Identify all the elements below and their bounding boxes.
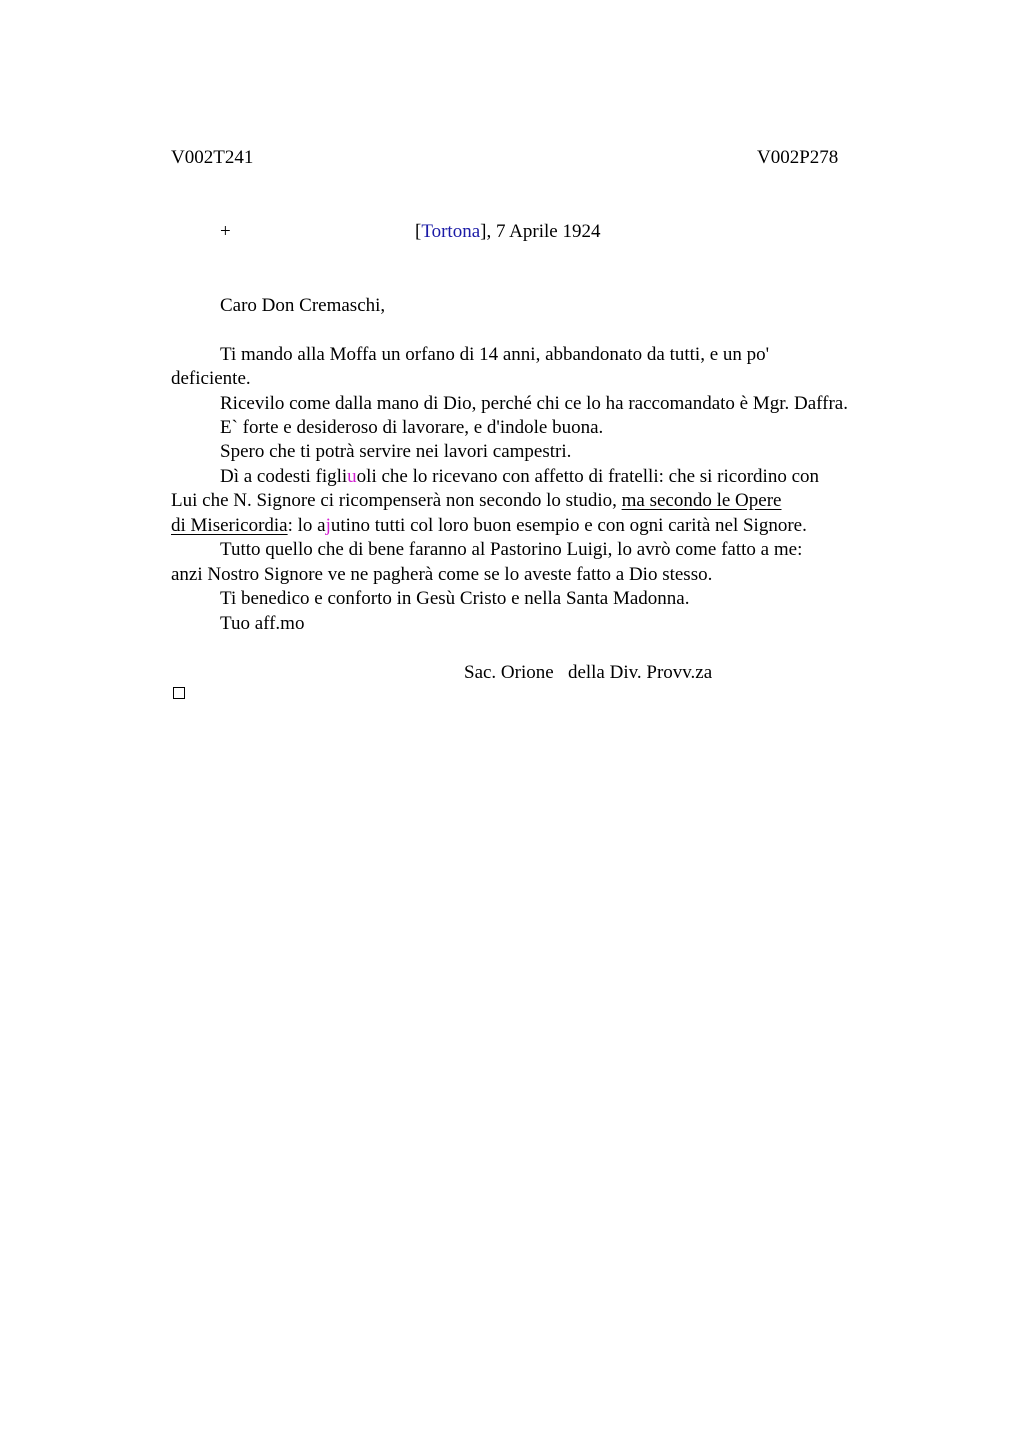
salutation: Caro Don Cremaschi, [220, 295, 386, 316]
bracket-open: [ [415, 221, 422, 242]
body-line: deficiente. [171, 368, 251, 389]
checkbox-square-icon [173, 687, 185, 699]
body-line: E` forte e desideroso di lavorare, e d'indole buona. [220, 417, 604, 438]
text-run: Lui che N. Signore ci ricompenserà non secondo lo studio, [171, 490, 622, 511]
date-text: , 7 Aprile 1924 [486, 221, 601, 242]
body-line: Ti mando alla Moffa un orfano di 14 anni, abbandonato da tutti, e un po' [220, 344, 770, 365]
text-run: utino tutti col loro buon esempio e con ogni carità nel Signore. [330, 515, 807, 536]
closing: Tuo aff.mo [220, 613, 305, 634]
signature: Sac. Orione della Div. Provv.za [464, 662, 713, 683]
text-run: Dì a codesti figli [220, 466, 348, 487]
body-line: Spero che ti potrà servire nei lavori campestri. [220, 441, 572, 462]
dateline [415, 220, 600, 244]
underlined-text: ma secondo le Opere [621, 490, 782, 511]
correction-mark: u [347, 466, 357, 487]
correction-mark: j [325, 515, 331, 536]
body-line [171, 489, 781, 513]
cross-symbol: + [220, 221, 231, 242]
body-line: Ti benedico e conforto in Gesù Cristo e nella Santa Madonna. [220, 588, 690, 609]
body-line [171, 514, 807, 538]
bracket-close: ] [480, 221, 487, 242]
body-line: Tutto quello che di bene faranno al Pastorino Luigi, lo avrò come fatto a me: [220, 539, 803, 560]
header-right-code: V002P278 [757, 147, 839, 168]
body-line: Ricevilo come dalla mano di Dio, perché chi ce lo ha raccomandato è Mgr. Daffra. [220, 393, 848, 414]
header-left-code: V002T241 [171, 147, 254, 168]
underlined-text: di Misericordia [171, 515, 288, 536]
text-run: : lo a [287, 515, 326, 536]
body-line: anzi Nostro Signore ve ne pagherà come se lo aveste fatto a Dio stesso. [171, 564, 713, 585]
body-line [220, 465, 819, 489]
place-name: Tortona [421, 221, 481, 242]
text-run: oli che lo ricevano con affetto di fratelli: che si ricordino con [356, 466, 820, 487]
